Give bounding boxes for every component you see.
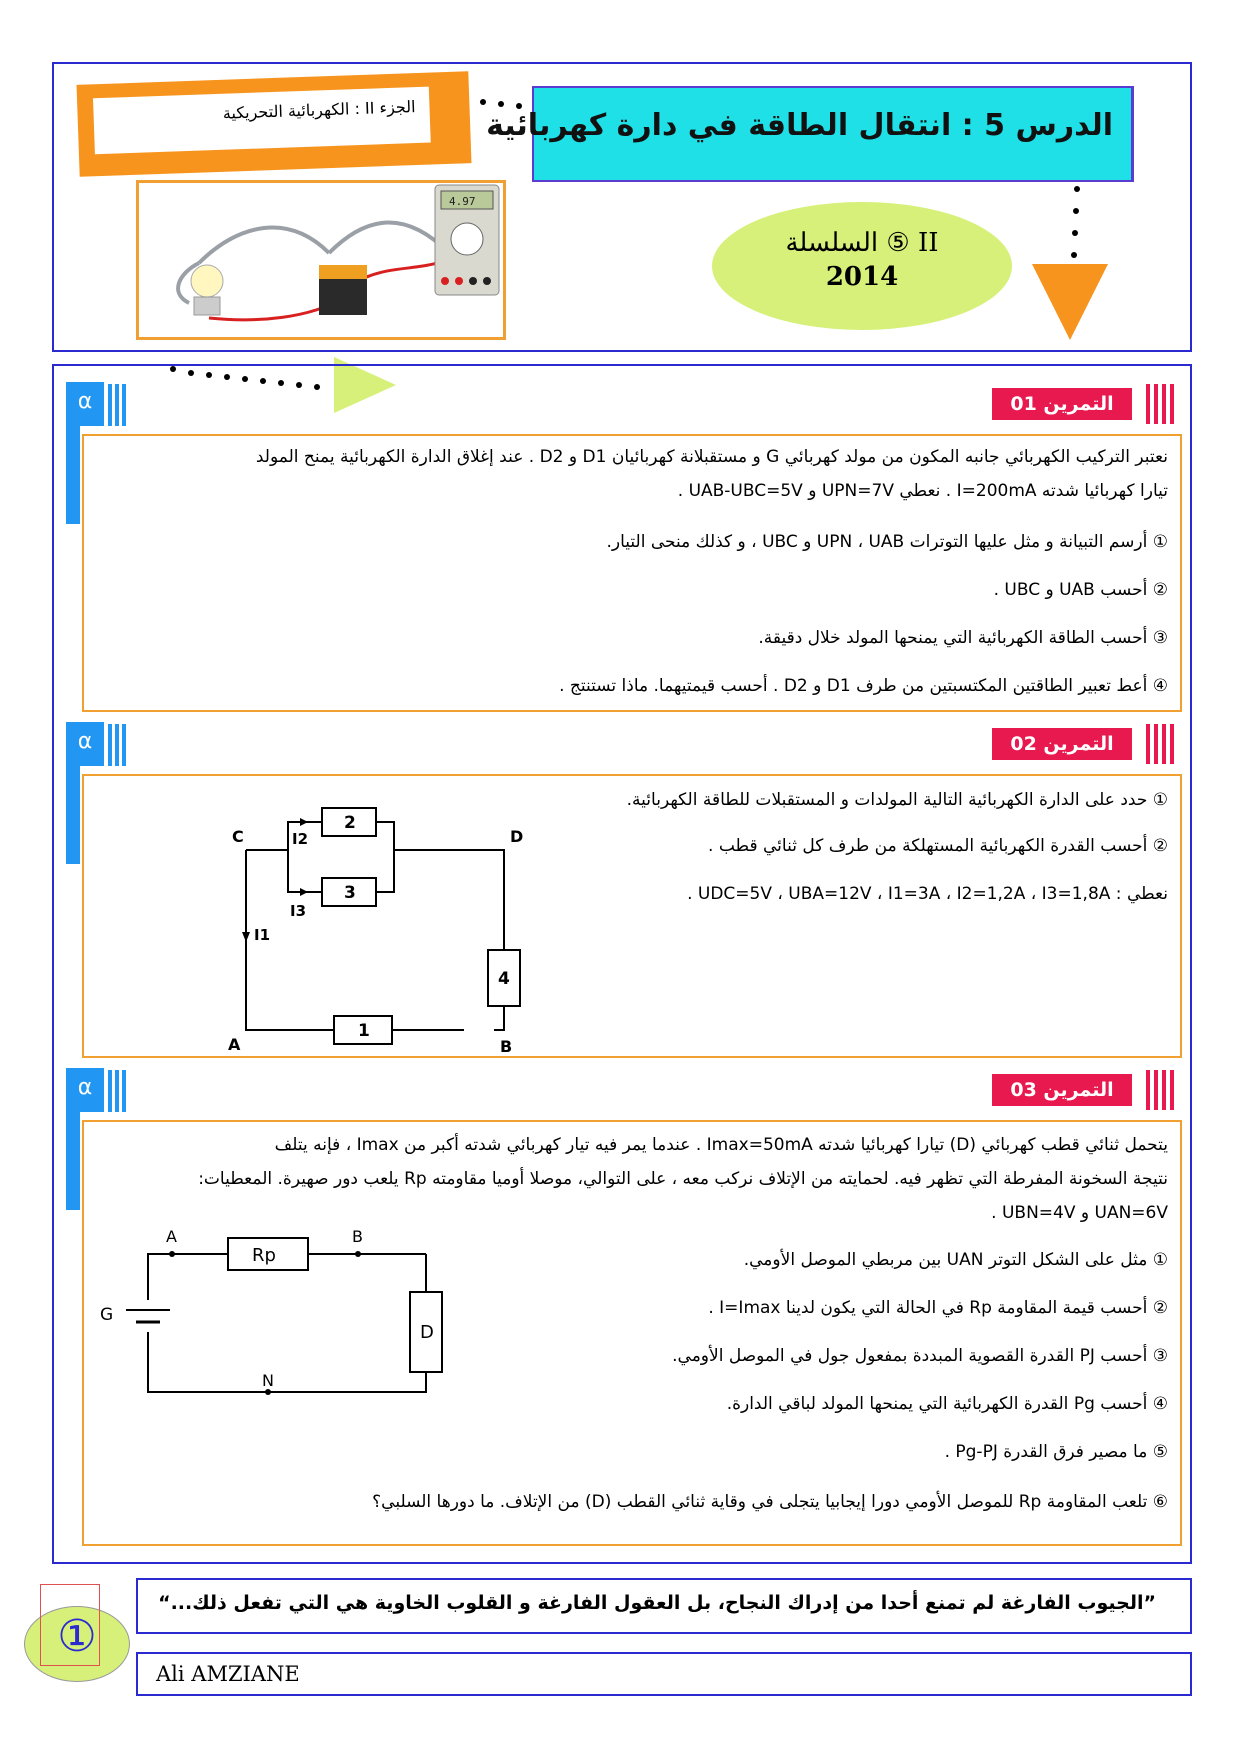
title-bars-1 <box>1146 384 1174 428</box>
quote-text: ”الجيوب الفارغة لم تمنع أحدا من إدراك النجاح، بل العقول الفارغة و القلوب الخاوية هي التي تفعل ذلك...“ <box>158 1592 1156 1614</box>
series-year: 2014 <box>825 262 899 292</box>
current-label-I1: I1 <box>254 926 271 944</box>
bulb-base <box>194 297 220 315</box>
exercise-1-question-1: ① أرسم التبيانة و مثل عليها التوترات UPN ، UAB و UBC ، و كذلك منحى التيار. <box>606 532 1168 552</box>
author-box <box>136 1652 1192 1696</box>
circuit-label-D: D <box>510 827 524 846</box>
exercise-1-question-3: ③ أحسب الطاقة الكهربائية التي يمنحها المولد خلال دقيقة. <box>758 628 1168 648</box>
exercise-3-question-2: ② أحسب قيمة المقاومة Rp في الحالة التي يكون لدينا I=Imax . <box>708 1298 1168 1318</box>
dot <box>1073 208 1079 214</box>
wire <box>288 850 322 892</box>
circuit-label-B: B <box>352 1230 363 1246</box>
bulb <box>191 265 223 297</box>
page-number-marker <box>40 1584 100 1666</box>
exercise-3-title: التمرين 03 <box>992 1074 1132 1106</box>
multimeter-port <box>469 277 477 285</box>
circuit-label-A: A <box>228 1035 241 1054</box>
resistor-3-label: 3 <box>344 883 356 903</box>
part-label-box <box>77 71 472 177</box>
exercise-1-title: التمرين 01 <box>992 388 1132 420</box>
wire <box>494 1006 504 1030</box>
dot <box>480 99 486 105</box>
dipole-D-label: D <box>420 1322 434 1343</box>
dot <box>498 101 504 107</box>
exercise-1-intro-line-1: نعتبر التركيب الكهربائي جانبه المكون من مولد كهربائي G و مستقبلانة كهربائيان D1 و D2 . عند إغلاق الدارة الكهربائية يمنح المولد <box>255 447 1168 467</box>
resistor-1-label: 1 <box>358 1021 370 1041</box>
resistor-2-label: 2 <box>344 813 356 833</box>
quote-box <box>136 1578 1192 1634</box>
arrow-I1 <box>242 932 250 942</box>
series-ellipse <box>712 202 1012 330</box>
current-label-I3: I3 <box>290 902 307 920</box>
alpha-tab-1 <box>66 382 104 426</box>
battery-top <box>319 265 367 279</box>
alpha-symbol: α <box>77 729 93 754</box>
page-number: ① <box>57 1611 97 1662</box>
exercise-3-question-4: ④ أحسب Pg القدرة الكهربائية التي يمنحها المولد لباقي الدارة. <box>726 1394 1168 1414</box>
series-label: السلسلة ⑤ II <box>785 228 939 258</box>
title-bars-3 <box>1146 1070 1174 1114</box>
wire <box>246 822 322 850</box>
alpha-symbol: α <box>77 389 93 414</box>
current-label-I2: I2 <box>292 830 309 848</box>
alpha-bars-2 <box>108 724 126 770</box>
resistor-Rp-label: Rp <box>252 1245 276 1266</box>
node-A <box>169 1251 175 1257</box>
dot <box>1074 186 1080 192</box>
arrow-I2 <box>300 818 308 826</box>
part-label: الجزء II : الكهربائية التحريكية <box>93 87 431 155</box>
exercise-1-question-2: ② أحسب UAB و UBC . <box>993 580 1168 600</box>
exercise-2-body <box>82 774 1182 1058</box>
exercise-2-circuit <box>224 780 584 1056</box>
wire <box>148 1254 228 1300</box>
multimeter-port <box>483 277 491 285</box>
exercise-2-title: التمرين 02 <box>992 728 1132 760</box>
exercise-3-question-5: ⑤ ما مصير فرق القدرة Pg-PJ . <box>944 1442 1168 1462</box>
exercise-2-question-1: ① حدد على الدارة الكهربائية التالية المولدات و المستقبلات للطاقة الكهربائية. <box>626 790 1168 810</box>
exercise-2-question-2: ② أحسب القدرة الكهربائية المستهلكة من طرف كل ثنائي قطب . <box>708 836 1168 856</box>
title-bars-2 <box>1146 724 1174 768</box>
exercise-3-question-1: ① مثل على الشكل التوتر UAN بين مربطي الموصل الأومي. <box>743 1250 1168 1270</box>
exercise-2-givens: نعطي : UDC=5V ، UBA=12V ، I1=3A ، I2=1,2A ، I3=1,8A . <box>687 884 1168 904</box>
author-name: Ali AMZIANE <box>156 1662 300 1686</box>
exercise-3-body <box>82 1120 1182 1546</box>
circuit-photo-illustration <box>139 183 503 337</box>
wire <box>394 850 504 950</box>
multimeter-dial <box>451 223 483 255</box>
resistor-4-label: 4 <box>498 969 510 989</box>
exercise-1-question-4: ④ أعط تعبير الطاقتين المكتسبتين من طرف D1 و D2 . أحسب قيمتيهما. ماذا تستنتج . <box>559 676 1168 696</box>
exercise-3-question-6: ⑥ تلعب المقاومة Rp للموصل الأومي دورا إيجابيا يتجلى في وقاية ثنائي القطب (D) من الإتلاف. ما دورها السلبي؟ <box>372 1492 1168 1512</box>
exercise-3-question-3: ③ أحسب PJ القدرة القصوية المبددة بمفعول جول في الموصل الأومي. <box>672 1346 1168 1366</box>
exercise-3-intro-line-1: يتحمل ثنائي قطب كهربائي (D) تيارا كهربائيا شدته Imax=50mA . عندما يمر فيه تيار كهربائي شدته أكبر من Imax ، فإنه يتلف <box>274 1135 1168 1155</box>
exercise-3-circuit <box>90 1230 490 1440</box>
circuit-label-C: C <box>232 827 244 846</box>
circuit-label-A: A <box>166 1230 177 1246</box>
wire-gray <box>199 228 329 263</box>
exercise-3-intro-line-2: نتيجة السخونة المفرطة التي تظهر فيه. لحمايته من الإتلاف نركب معه ، على التوالي، موصلا أوميا مقاومته Rp يلعب دور صهيرة. المعطيات: <box>198 1169 1168 1189</box>
multimeter-port <box>455 277 463 285</box>
lesson-title: الدرس 5 : انتقال الطاقة في دارة كهربائية <box>486 108 1113 143</box>
node-B <box>355 1251 361 1257</box>
dot <box>1072 230 1078 236</box>
circuit-label-G: G <box>100 1305 114 1325</box>
exercise-3-intro-line-3: UAN=6V و UBN=4V . <box>991 1203 1168 1223</box>
exercise-1-intro-line-2: تيارا كهربائيا شدته I=200mA . نعطي UPN=7V و UAB-UBC=5V . <box>677 481 1168 501</box>
alpha-bars-3 <box>108 1070 126 1116</box>
alpha-tab-3 <box>66 1068 104 1112</box>
circuit-label-B: B <box>500 1037 513 1056</box>
dot <box>1071 252 1077 258</box>
alpha-tab-2 <box>66 722 104 766</box>
wire <box>148 1332 426 1392</box>
multimeter-port <box>441 277 449 285</box>
circuit-label-N: N <box>262 1371 274 1390</box>
multimeter-readout: 4.97 <box>449 195 476 208</box>
exercise-1-body <box>82 434 1182 712</box>
arrow-I3 <box>300 888 308 896</box>
alpha-bars-1 <box>108 384 126 430</box>
wire <box>376 822 394 892</box>
wire-gray <box>329 223 449 253</box>
alpha-symbol: α <box>77 1075 93 1100</box>
lesson-title-box <box>486 86 1134 182</box>
orange-triangle <box>1030 262 1110 342</box>
circuit-photo-frame <box>136 180 506 340</box>
